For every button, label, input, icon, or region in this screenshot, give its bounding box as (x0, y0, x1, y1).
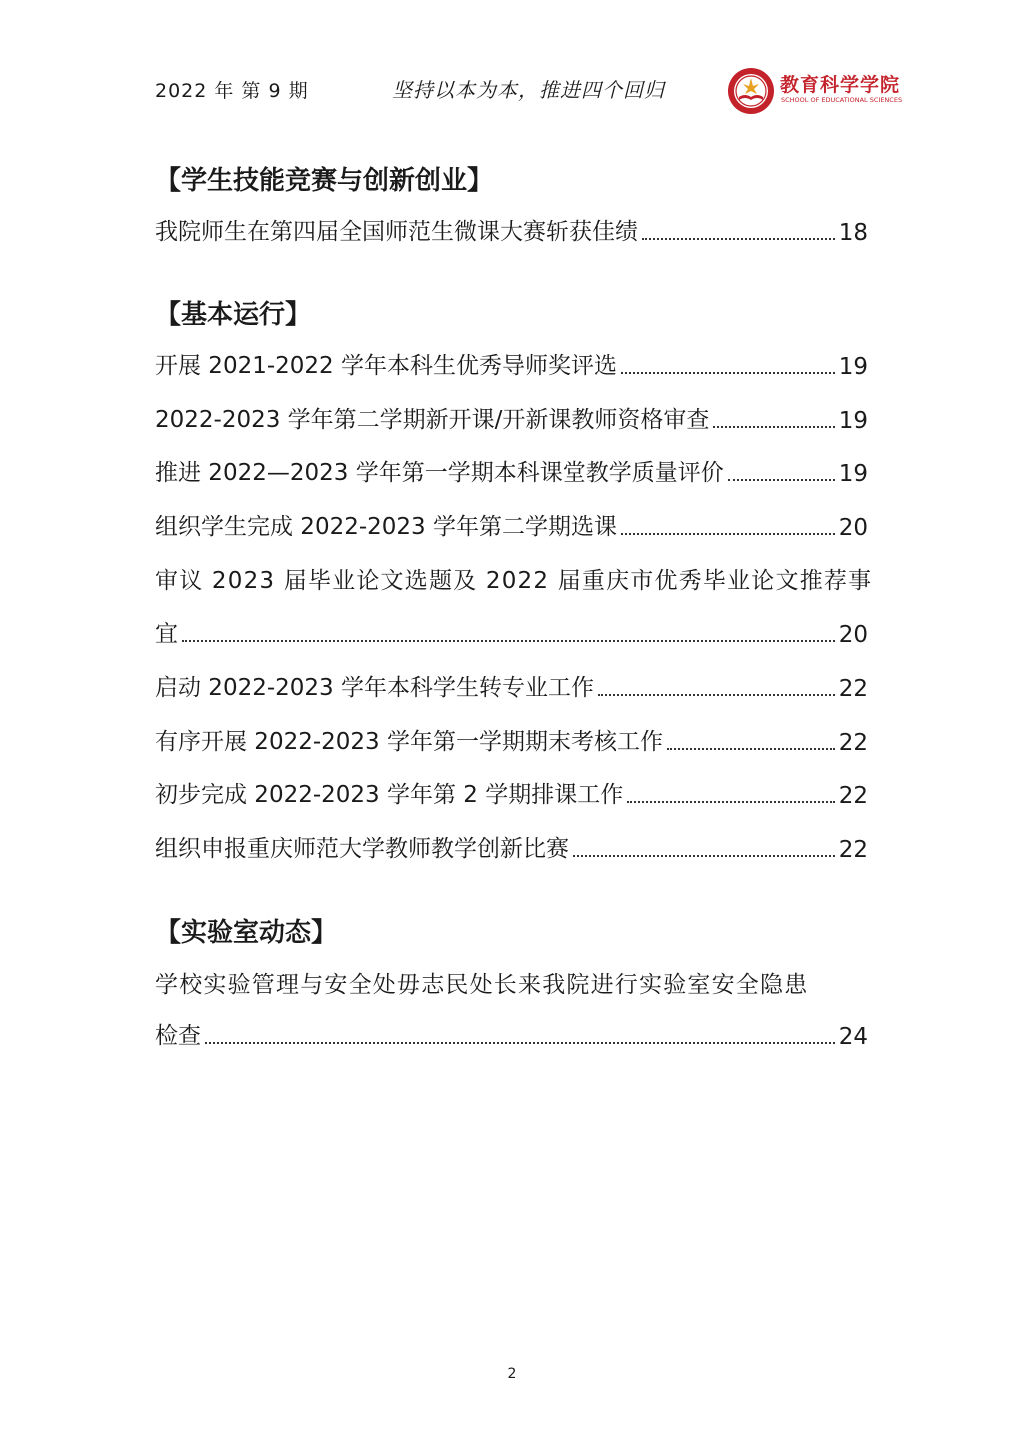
toc-entry-title-line1[interactable]: 审议 2023 届毕业论文选题及 2022 届重庆市优秀毕业论文推荐事 (155, 568, 873, 594)
section-title-laboratory: 【实验室动态】 (155, 918, 338, 948)
toc-entry-title: 组织学生完成 2022-2023 学年第二学期选课 (155, 514, 617, 540)
toc-entry[interactable] (155, 1016, 868, 1050)
page-header (0, 66, 1024, 116)
toc-leader (205, 1041, 835, 1044)
toc-leader (667, 747, 835, 750)
toc-leader (573, 854, 835, 857)
school-logo (726, 66, 906, 116)
toc-page-number: 20 (838, 515, 868, 541)
toc-page-number: 19 (838, 408, 868, 434)
section-title-competition: 【学生技能竞赛与创新创业】 (155, 166, 494, 196)
toc-entry[interactable] (155, 212, 868, 246)
toc-page-number: 20 (838, 622, 868, 648)
toc-entry-title-continuation: 检查 (155, 1023, 201, 1049)
toc-page-number: 24 (838, 1024, 868, 1050)
toc-entry-title-line1[interactable]: 学校实验管理与安全处毋志民处长来我院进行实验室安全隐患 (155, 972, 809, 998)
logo-name: 教育科学学院 (780, 74, 901, 96)
toc-entry-title: 有序开展 2022-2023 学年第一学期期末考核工作 (155, 729, 663, 755)
toc-entry[interactable] (155, 614, 868, 648)
toc-entry-title: 组织申报重庆师范大学教师教学创新比赛 (155, 836, 569, 862)
toc-page-number: 22 (838, 676, 868, 702)
toc-entry-title-continuation: 宜 (155, 621, 178, 647)
toc-entry[interactable] (155, 829, 868, 863)
logo-subtitle: SCHOOL OF EDUCATIONAL SCIENCES (781, 96, 903, 104)
toc-entry-title: 开展 2021-2022 学年本科生优秀导师奖评选 (155, 353, 617, 379)
issue-label: 2022 年 第 9 期 (155, 80, 309, 102)
toc-page-number: 22 (838, 783, 868, 809)
toc-entry[interactable] (155, 453, 868, 487)
toc-leader (627, 800, 834, 803)
toc-page-number: 19 (838, 354, 868, 380)
toc-entry[interactable] (155, 346, 868, 380)
toc-entry-title: 推进 2022—2023 学年第一学期本科课堂教学质量评价 (155, 460, 724, 486)
toc-entry-title: 我院师生在第四届全国师范生微课大赛斩获佳绩 (155, 219, 638, 245)
toc-entry-title: 启动 2022-2023 学年本科学生转专业工作 (155, 675, 594, 701)
toc-leader (621, 371, 835, 374)
toc-page-number: 18 (838, 220, 868, 246)
toc-leader (182, 639, 835, 642)
toc-page-number: 19 (838, 461, 868, 487)
toc-entry[interactable] (155, 668, 868, 702)
toc-entry[interactable] (155, 722, 868, 756)
toc-leader (621, 532, 835, 535)
toc-leader (728, 478, 835, 481)
toc-page-number: 22 (838, 730, 868, 756)
page-number: 2 (507, 1366, 517, 1382)
toc-entry-title: 2022-2023 学年第二学期新开课/开新课教师资格审查 (155, 407, 710, 433)
section-title-operations: 【基本运行】 (155, 300, 312, 330)
toc-leader (598, 693, 835, 696)
toc-entry[interactable] (155, 775, 868, 809)
toc-leader (713, 425, 834, 428)
toc-leader (642, 237, 835, 240)
toc-entry[interactable] (155, 507, 868, 541)
school-emblem-icon (726, 66, 776, 116)
toc-entry[interactable] (155, 400, 868, 434)
header-motto: 坚持以本为本，推进四个回归 (392, 78, 665, 102)
toc-entry-title: 初步完成 2022-2023 学年第 2 学期排课工作 (155, 782, 624, 808)
toc-page-number: 22 (838, 837, 868, 863)
